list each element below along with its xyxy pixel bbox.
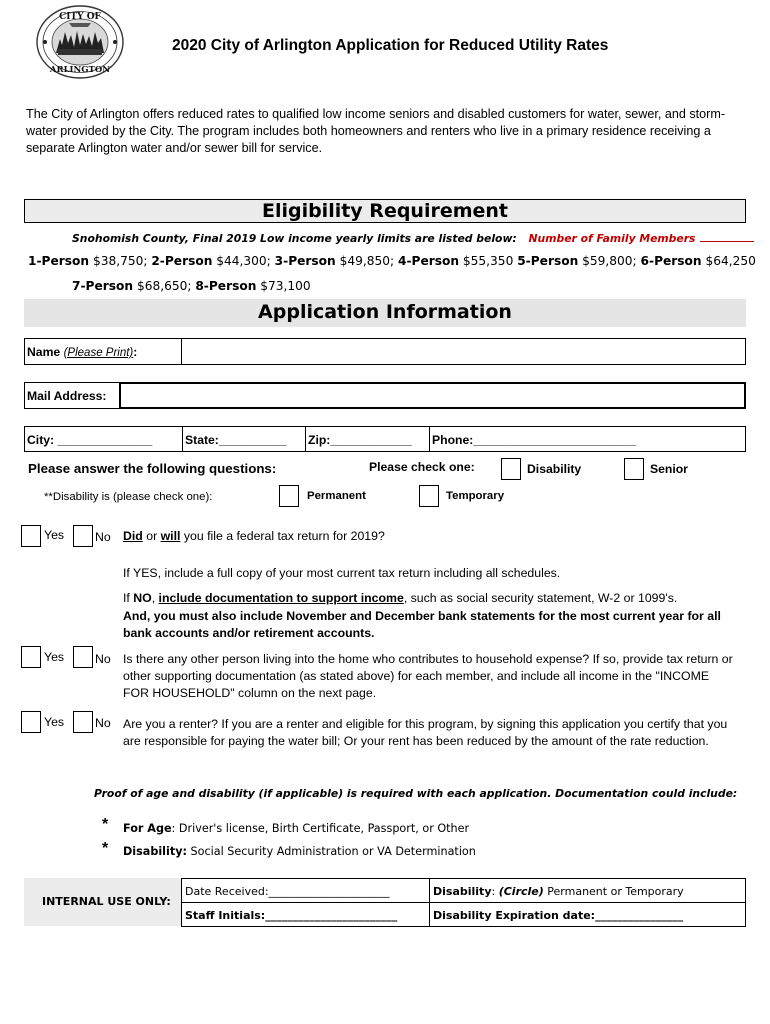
zip-label: Zip:____________	[308, 433, 412, 447]
mail-address-field[interactable]	[119, 382, 746, 409]
limit-label: 4-Person	[397, 254, 460, 268]
limits-note-text: Snohomish County, Final 2019 Low income yearly limits are listed below:	[72, 232, 517, 245]
proof-age	[123, 822, 469, 835]
city-label: City: ______________	[27, 433, 153, 447]
q1-no-rest: , such as social security statement, W-2 or 1099's.	[403, 591, 678, 605]
limit-label: 7-Person	[72, 279, 134, 293]
staff-initials-field[interactable]	[181, 902, 430, 927]
limit-amount: $55,350	[462, 254, 514, 268]
q1-bank-statements: And, you must also include November and December bank statements for the most current year for all bank accounts and/or retirement accounts.	[123, 609, 721, 640]
proof-disability	[123, 845, 476, 858]
limit-amount: $59,800;	[582, 254, 637, 268]
limit-label: 3-Person	[274, 254, 336, 268]
city-field[interactable]	[24, 426, 183, 452]
income-limits-row-2	[72, 279, 311, 293]
name-label-text: Name	[27, 345, 61, 359]
check-one-label: Please check one:	[369, 460, 475, 474]
limit-label: 1-Person	[28, 254, 90, 268]
disability-type-note: **Disability is (please check one):	[44, 491, 213, 503]
q1-no-include: include documentation to support income	[158, 591, 404, 605]
income-limits-row-1	[28, 254, 756, 268]
disability-checkbox[interactable]	[501, 458, 521, 480]
senior-checkbox[interactable]	[624, 458, 644, 480]
limit-label: 6-Person	[640, 254, 702, 268]
bullet-star: *	[102, 816, 109, 833]
eligibility-heading: Eligibility Requirement	[24, 199, 746, 223]
limit-amount: $68,650;	[136, 279, 192, 293]
internal-use-cell	[24, 878, 181, 926]
date-received-label: Date Received:______________________	[185, 885, 390, 898]
limits-note	[72, 231, 754, 245]
q1-rest: you file a federal tax return for 2019?	[180, 529, 385, 543]
q2-yes-label: Yes	[44, 650, 65, 664]
q2-yes-checkbox[interactable]	[21, 646, 41, 668]
date-received-field[interactable]	[181, 878, 430, 903]
name-field[interactable]	[181, 338, 746, 365]
q1-no-instructions	[123, 590, 743, 607]
temporary-checkbox[interactable]	[419, 485, 439, 507]
limit-amount: $44,300;	[216, 254, 271, 268]
proof-disability-label: Disability:	[123, 845, 187, 858]
q1-did: Did	[123, 529, 143, 543]
q1-question	[123, 528, 385, 545]
disability-circle-label: Disability	[433, 885, 492, 898]
staff-initials-label: Staff Initials:________________________	[185, 909, 398, 922]
disability-circle-text	[433, 885, 684, 898]
zip-field[interactable]	[305, 426, 430, 452]
limit-label: 5-Person	[517, 254, 579, 268]
permanent-checkbox[interactable]	[279, 485, 299, 507]
temporary-label: Temporary	[446, 490, 505, 502]
permanent-label: Permanent	[307, 490, 366, 502]
q1-no-comma: ,	[151, 591, 159, 605]
state-label: State:__________	[185, 433, 287, 447]
name-label-cell	[24, 338, 182, 365]
disability-circle-options: Permanent or Temporary	[543, 885, 684, 898]
limit-amount: $64,250	[705, 254, 756, 268]
limit-label: 8-Person	[195, 279, 257, 293]
q1-will: will	[160, 529, 181, 543]
q1-yes-instructions: If YES, include a full copy of your most current tax return including all schedules.	[123, 566, 561, 580]
mail-label: Mail Address:	[27, 389, 107, 403]
q1-no-label: No	[95, 530, 111, 544]
limit-amount: $49,850;	[339, 254, 395, 268]
q1-yes-label: Yes	[44, 528, 65, 542]
disability-option-label: Disability	[527, 462, 582, 476]
disability-circle-hint: (Circle)	[498, 885, 544, 898]
q1-yes-checkbox[interactable]	[21, 525, 41, 547]
q3-no-checkbox[interactable]	[73, 711, 93, 733]
name-hint: (Please Print)	[63, 347, 134, 359]
limit-amount: $73,100	[260, 279, 311, 293]
limit-amount: $38,750;	[92, 254, 148, 268]
seal-text-top: CITY OF	[59, 12, 101, 22]
q2-no-label: No	[95, 652, 111, 666]
proof-disability-text: Social Security Administration or VA Determination	[186, 845, 476, 858]
q3-yes-checkbox[interactable]	[21, 711, 41, 733]
phone-label: Phone:________________________	[432, 433, 636, 447]
internal-use-label: INTERNAL USE ONLY:	[42, 895, 171, 908]
bullet-star: *	[102, 840, 109, 857]
family-members-label: Number of Family Members	[528, 232, 696, 245]
application-heading: Application Information	[24, 299, 746, 327]
intro-paragraph: The City of Arlington offers reduced rates to qualified low income seniors and disabled customers for water, sewer, and storm-water provided by the City. The program includes both homeowners and renters who live in a primary residence receiving a separate Arlington water and/or sewer bill for service.	[26, 107, 726, 155]
city-seal-logo	[36, 5, 124, 79]
disability-circle-colon: :	[491, 885, 499, 898]
family-members-blank[interactable]	[700, 231, 754, 242]
q1-no-no: NO	[133, 591, 152, 605]
disability-expiration-label: Disability Expiration date:________________	[433, 909, 684, 922]
page-title: 2020 City of Arlington Application for Reduced Utility Rates	[172, 37, 609, 54]
mail-label-cell	[24, 382, 122, 409]
q2-no-checkbox[interactable]	[73, 646, 93, 668]
name-label	[27, 345, 137, 359]
q2-question: Is there any other person living into the home who contributes to household expense? If so, provide tax return or other supporting documentation (as stated above) for each member, and include all income in the "INCOME FOR HOUSEHOLD" column on the next page.	[123, 652, 733, 700]
questions-heading: Please answer the following questions:	[28, 461, 277, 476]
disability-circle-field[interactable]	[429, 878, 746, 903]
q3-question: Are you a renter? If you are a renter and eligible for this program, by signing this application you certify that you are responsible for paying the water bill; Or your rent has been reduced by the amount of the rate reduction.	[123, 717, 728, 748]
phone-field[interactable]	[429, 426, 746, 452]
disability-expiration-field[interactable]	[429, 902, 746, 927]
seal-text-bottom: ARLINGTON	[49, 65, 111, 75]
name-colon: :	[133, 345, 138, 359]
q1-no-checkbox[interactable]	[73, 525, 93, 547]
proof-age-text: : Driver's license, Birth Certificate, Passport, or Other	[171, 822, 470, 835]
proof-age-label: For Age	[123, 822, 172, 835]
proof-heading: Proof of age and disability (if applicable) is required with each application. Documentation could include:	[94, 787, 738, 800]
q3-yes-label: Yes	[44, 715, 65, 729]
q1-no-if: If	[123, 591, 134, 605]
q1-or: or	[142, 529, 161, 543]
senior-option-label: Senior	[650, 462, 688, 476]
state-field[interactable]	[182, 426, 306, 452]
q3-no-label: No	[95, 716, 111, 730]
limit-label: 2-Person	[151, 254, 213, 268]
